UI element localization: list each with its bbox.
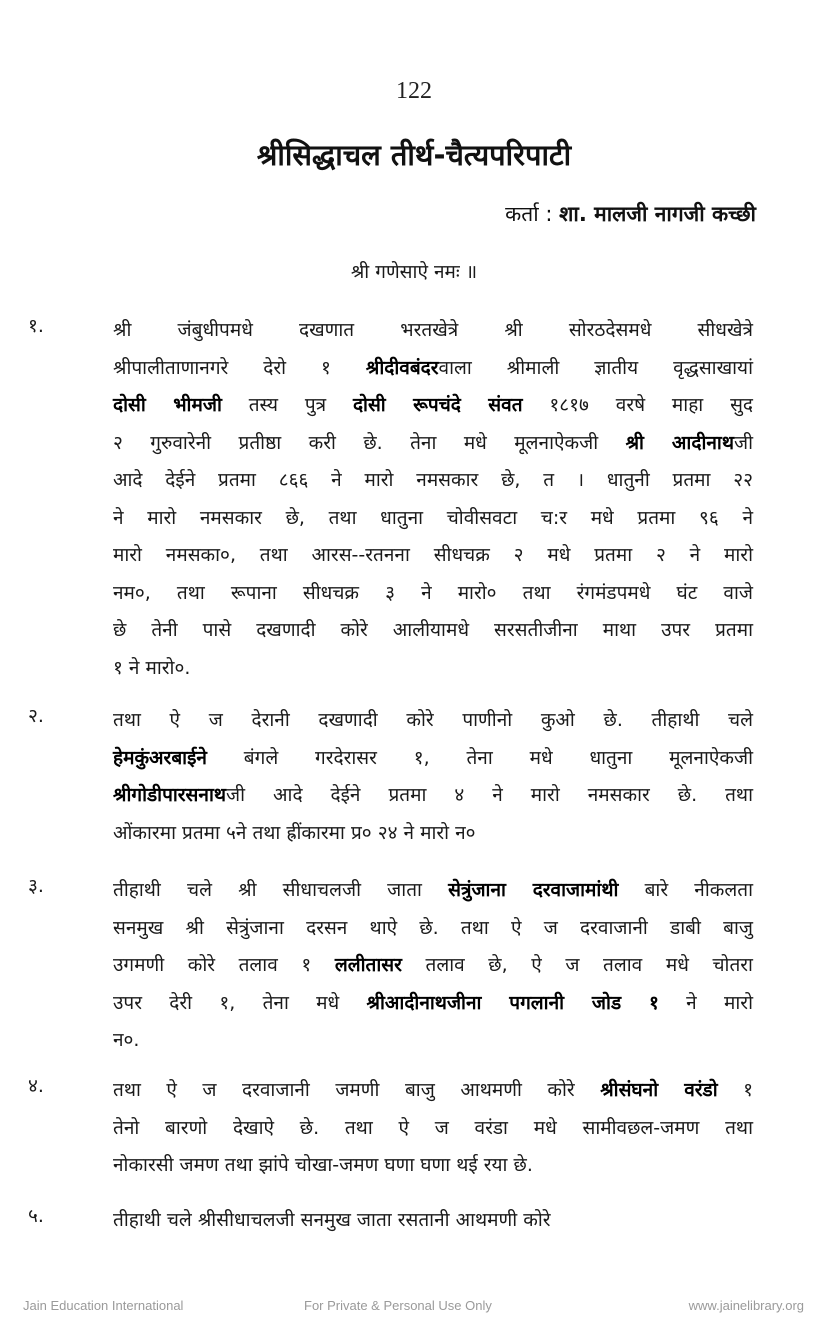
bold-text: श्रीसंघनो वरंडो bbox=[600, 1079, 718, 1101]
text-line bbox=[113, 1147, 753, 1185]
paragraph-lines bbox=[113, 1202, 753, 1240]
bold-text: श्रीआदीनाथजीना पगलानी जोड १ bbox=[366, 991, 659, 1014]
bold-text: श्रीदीवबंदर bbox=[365, 356, 439, 379]
footer-publisher: Jain Education International bbox=[23, 1298, 184, 1313]
text-line bbox=[113, 387, 753, 425]
text-segment: नोकारसी जमण तथा झांपे चोखा-जमण घणा घणा थई रया छे. bbox=[113, 1154, 533, 1176]
text-segment: मारो नमसका०, तथा आरस--रतनना सीधचक्र २ मधे प्रतमा २ ने मारो bbox=[113, 544, 753, 566]
text-segment: बंगले गरदेरासर १, तेना मधे धातुना मूलनाऐकजी bbox=[206, 746, 753, 769]
author-label: कर्ता : bbox=[505, 202, 553, 226]
bold-text: हेमकुंअरबाईने bbox=[113, 746, 207, 769]
text-segment: १८१७ वरषे माहा सुद bbox=[522, 394, 753, 416]
text-line bbox=[113, 425, 753, 463]
text-segment: ने मारो bbox=[658, 991, 753, 1014]
page-title: श्रीसिद्धाचल तीर्थ-चैत्यपरिपाटी bbox=[256, 138, 572, 172]
text-segment: उगमणी कोरे तलाव १ bbox=[113, 954, 335, 976]
bold-text: ललीतासर bbox=[334, 954, 402, 976]
paragraph-lines bbox=[113, 312, 753, 687]
text-segment: जी bbox=[733, 431, 754, 454]
paragraph-lines bbox=[113, 702, 753, 852]
footer bbox=[0, 1298, 828, 1318]
text-line bbox=[113, 575, 753, 613]
text-line bbox=[113, 1110, 753, 1148]
text-line bbox=[113, 1022, 753, 1060]
text-segment: १ bbox=[717, 1079, 754, 1101]
text-segment: श्रीपालीताणानगरे देरो १ bbox=[113, 356, 366, 379]
text-line bbox=[113, 815, 753, 853]
text-segment: आदे देईने प्रतमा ८६६ ने मारो नमसकार छे, त । धातुनी प्रतमा २२ bbox=[113, 469, 753, 491]
text-line bbox=[113, 1202, 753, 1240]
text-segment: वाला श्रीमाली ज्ञातीय वृद्धसाखायां bbox=[438, 356, 753, 379]
text-segment: नम०, तथा रूपाना सीधचक्र ३ ने मारो० तथा रंगमंडपमधे घंट वाजे bbox=[113, 581, 753, 604]
text-segment: छे तेनी पासे दखणादी कोरे आलीयामधे सरसतीजीना माथा उपर प्रतमा bbox=[113, 619, 753, 641]
text-segment: श्री जंबुधीपमधे दखणात भरतखेत्रे श्री सोरठदेसमधे सीधखेत्रे bbox=[113, 319, 753, 341]
text-line bbox=[113, 500, 753, 538]
text-segment: बारे नीकलता bbox=[618, 879, 753, 901]
text-segment: सनमुख श्री सेत्रुंजाना दरसन थाऐ छे. तथा ऐ ज दरवाजानी डाबी बाजु bbox=[113, 916, 753, 939]
paragraph-number: ३. bbox=[28, 875, 44, 897]
text-line bbox=[113, 312, 753, 350]
paragraph-number: २. bbox=[28, 705, 44, 727]
text-line bbox=[113, 777, 753, 815]
text-segment: तथा ऐ ज दरवाजानी जमणी बाजु आथमणी कोरे bbox=[113, 1079, 601, 1101]
text-segment: तथा ऐ ज देरानी दखणादी कोरे पाणीनो कुओ छे. तीहाथी चले bbox=[113, 709, 753, 731]
text-line bbox=[113, 612, 753, 650]
text-line bbox=[113, 740, 753, 778]
text-segment: तीहाथी चले श्री सीधाचलजी जाता bbox=[113, 879, 449, 901]
footer-website-link[interactable]: www.jainelibrary.org bbox=[688, 1298, 804, 1313]
text-line bbox=[113, 350, 753, 388]
paragraph-lines bbox=[113, 872, 753, 1060]
bold-text: श्रीगोडीपारसनाथ bbox=[113, 784, 227, 806]
footer-usage-note: For Private & Personal Use Only bbox=[304, 1298, 492, 1313]
text-line bbox=[113, 462, 753, 500]
invocation: श्री गणेसाऐ नमः ॥ bbox=[350, 261, 478, 283]
author-line bbox=[505, 200, 756, 228]
text-segment: तलाव छे, ऐ ज तलाव मधे चोतरा bbox=[401, 954, 753, 976]
text-segment: १ ने मारो०. bbox=[113, 656, 191, 679]
text-line bbox=[113, 702, 753, 740]
text-line bbox=[113, 537, 753, 575]
text-segment: ने मारो नमसकार छे, तथा धातुना चोवीसवटा च:र मधे प्रतमा ९६ ने bbox=[113, 506, 753, 529]
text-segment: २ गुरुवारेनी प्रतीष्ठा करी छे. तेना मधे मूलनाऐकजी bbox=[113, 431, 626, 454]
paragraph-lines bbox=[113, 1072, 753, 1185]
text-segment: तस्य पुत्र bbox=[221, 394, 353, 416]
text-line bbox=[113, 1072, 753, 1110]
page-number: 122 bbox=[396, 78, 432, 104]
text-line bbox=[113, 985, 753, 1023]
bold-text: दोसी भीमजी bbox=[113, 394, 222, 416]
text-segment: तेनो बारणो देखाऐ छे. तथा ऐ ज वरंडा मधे सामीवछल-जमण तथा bbox=[113, 1116, 753, 1139]
bold-text: सेत्रुंजाना दरवाजामांथी bbox=[448, 879, 619, 901]
text-segment: जी आदे देईने प्रतमा ४ ने मारो नमसकार छे. तथा bbox=[226, 784, 753, 806]
text-line bbox=[113, 872, 753, 910]
text-line bbox=[113, 947, 753, 985]
text-segment: ओंकारमा प्रतमा ५ने तथा ह्रींकारमा प्र० २४ ने मारो न० bbox=[113, 821, 476, 844]
text-segment: तीहाथी चले श्रीसीधाचलजी सनमुख जाता रसतानी आथमणी कोरे bbox=[113, 1209, 551, 1231]
text-line bbox=[113, 650, 753, 688]
paragraph-number: १. bbox=[28, 315, 44, 337]
text-segment: उपर देरी १, तेना मधे bbox=[113, 991, 367, 1014]
bold-text: श्री आदीनाथ bbox=[625, 431, 734, 454]
text-segment: न०. bbox=[113, 1029, 140, 1051]
author-name: शा. मालजी नागजी कच्छी bbox=[559, 202, 756, 226]
bold-text: दोसी रूपचंदे संवत bbox=[352, 394, 523, 416]
paragraph-number: ५. bbox=[28, 1205, 44, 1227]
paragraph-number: ४. bbox=[28, 1075, 44, 1097]
text-line bbox=[113, 910, 753, 948]
